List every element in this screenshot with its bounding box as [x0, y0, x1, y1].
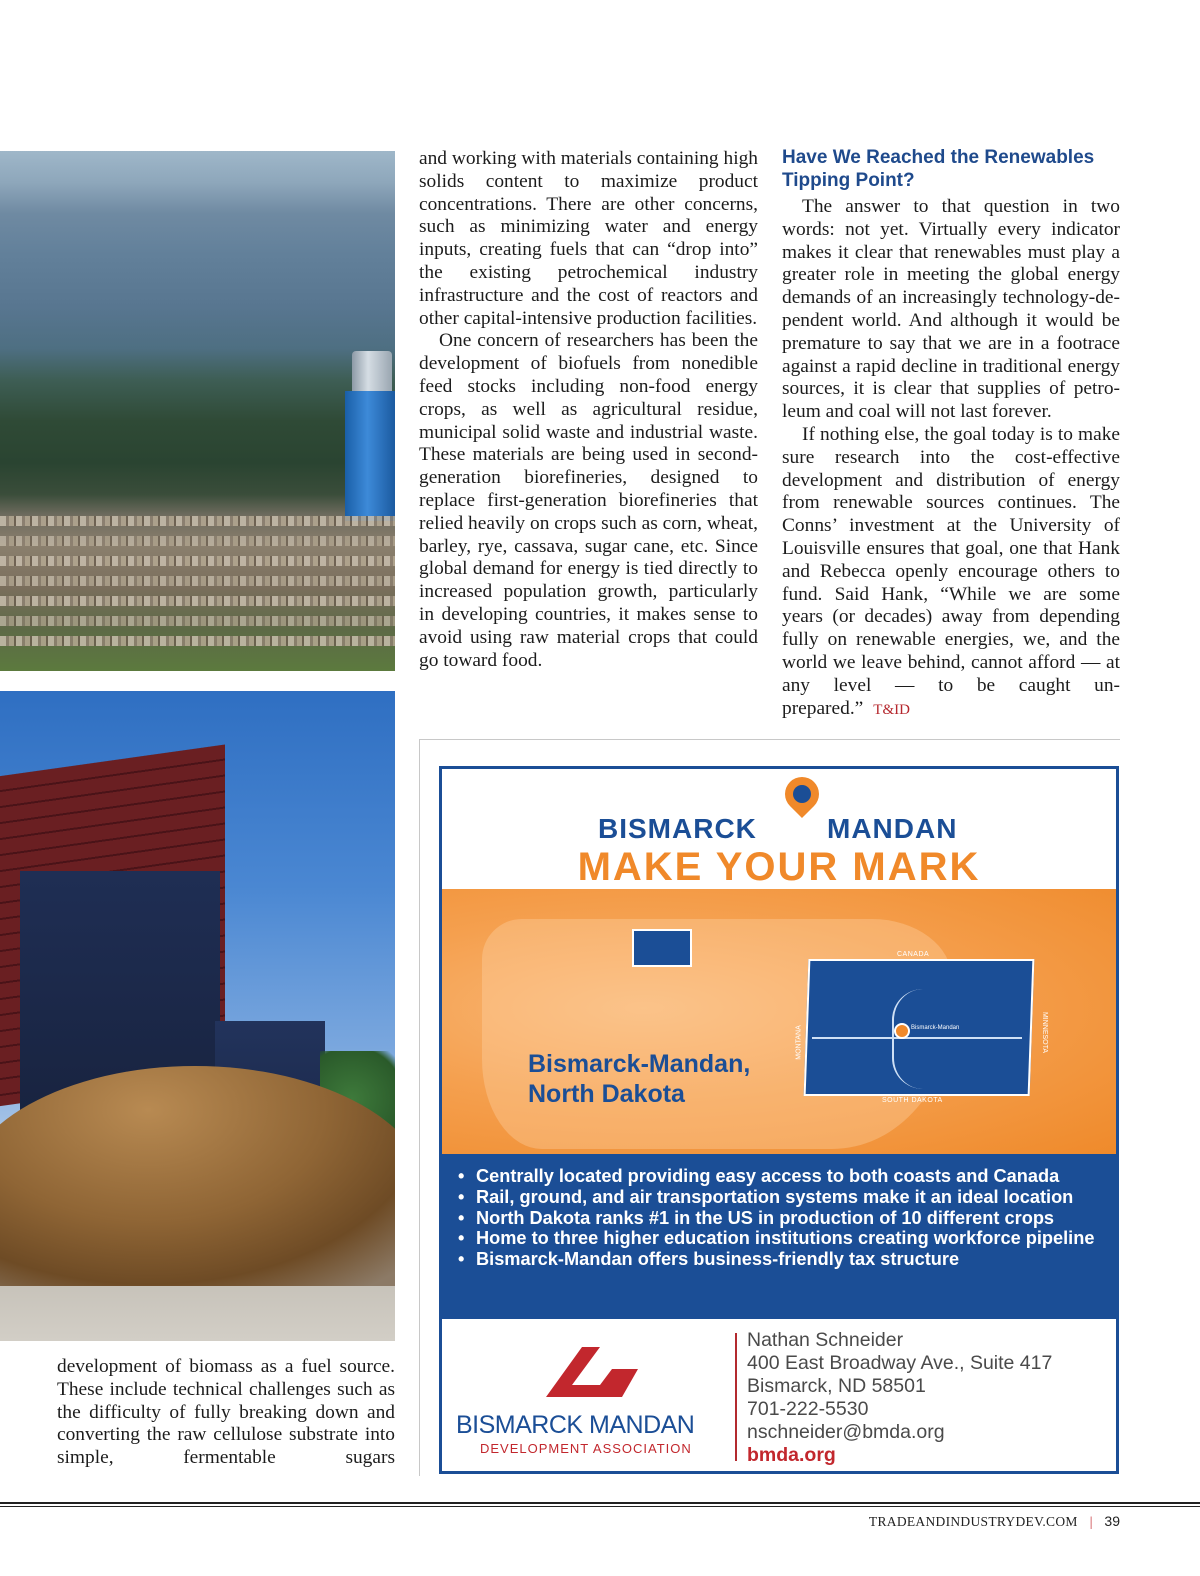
map-label-canada: CANADA [897, 951, 930, 958]
article-column-right [782, 196, 1120, 721]
map-label-montana: MONTANA [795, 1025, 803, 1060]
page-footer [860, 1513, 1120, 1530]
city-pin-icon [894, 1023, 910, 1039]
north-dakota-small-map-icon [632, 929, 692, 967]
ad-bullet-item: • Rail, ground, and air transportation systems make it an ideal location [476, 1187, 1106, 1208]
contact-divider [735, 1333, 737, 1461]
ad-bullet-item: • North Dakota ranks #1 in the US in production of 10 different crops [476, 1208, 1106, 1229]
ad-contact-panel [442, 1319, 1116, 1471]
river-line [892, 989, 954, 1089]
article-paragraph: and working with materials containing high solids content to maximize product concentrations. There are other concerns, such as minimizing water and energy inputs, creating fuels that can “drop into” the existing petrochemical industry infrastructure and the cost of reactors and other capital-intensive production facilities. [419, 148, 758, 329]
article-column-middle [419, 148, 758, 672]
article-paragraph: If nothing else, the goal today is to make sure research into the cost-effective development and distribution of energy from renewable sources continues. The Conns’ investment at the University of Louisville ensures that goal, one that Hank and Rebecca openly encourage others to fund. Said Hank, “While we are some years (or decades) away from depending fully on renewable energies, we, and the world we leave behind, cannot afford — at any level — to be caught unprepared.” [782, 423, 1120, 719]
article-paragraph: The answer to that question in two words: not yet. Virtually every indicator makes it clear that renewables must play a greater role in meeting the global energy demands of an increasingly technology-dependent world. And although it would be premature to say that we are in a footrace against a rapid decline in traditional energy sources, it is clear that supplies of petroleum and coal will not last forever. [782, 196, 1120, 423]
ad-slogan: MAKE YOUR MARK [577, 845, 981, 889]
ad-bullet-panel [442, 1154, 1116, 1319]
contact-email-link[interactable]: nschneider@bmda.org [747, 1421, 945, 1443]
ad-city-right: MANDAN [827, 813, 958, 844]
org-name: BISMARCK MANDAN [456, 1411, 695, 1439]
contact-name: Nathan Schneider [747, 1329, 904, 1351]
map-pin-icon [778, 770, 826, 818]
ad-city-left: BISMARCK [598, 813, 757, 844]
ad-header [442, 769, 1116, 889]
contact-phone[interactable]: 701-222-5530 [747, 1398, 869, 1420]
biomass-plant-photo [0, 691, 395, 1341]
ad-bullet-list [442, 1154, 1116, 1270]
ad-place-name: Bismarck-Mandan, North Dakota [528, 1050, 751, 1108]
footer-site-link[interactable]: TRADEANDINDUSTRYDEV.COM [868, 1514, 1078, 1529]
page-number: 39 [1104, 1513, 1120, 1529]
bmda-logo-icon [542, 1339, 640, 1405]
wood-chip-pile-graphic [0, 1066, 395, 1286]
website-link[interactable]: bmda.org [747, 1444, 836, 1466]
ad-map-panel [442, 889, 1116, 1154]
end-mark: T&ID [873, 701, 910, 718]
wood-yard-photo [0, 151, 395, 671]
footer-rule [0, 1502, 1200, 1504]
section-heading: Have We Reached the Renewables Tipping Point? [782, 147, 1095, 191]
ad-bullet-item: • Bismarck-Mandan offers business-friendly tax structure [476, 1249, 1106, 1270]
ad-bullet-item: • Centrally located providing easy access to both coasts and Canada [476, 1166, 1106, 1187]
article-column-left [57, 1356, 395, 1470]
contact-block [747, 1329, 1052, 1467]
article-paragraph: development of biomass as a fuel source. These include technical challenges such as the difficulty of fully breaking down and converting the raw cellulose substrate into simple, fermentable sugars [57, 1356, 395, 1469]
blue-tank-graphic [345, 391, 395, 521]
footer-separator: | [1089, 1514, 1093, 1529]
map-city-label: Bismarck-Mandan [911, 1025, 960, 1031]
map-label-south-dakota: SOUTH DAKOTA [882, 1097, 943, 1104]
ad-bullet-item: • Home to three higher education institutions creating workforce pipeline [476, 1228, 1106, 1249]
contact-address: 400 East Broadway Ave., Suite 417 [747, 1352, 1053, 1374]
bismarck-mandan-advertisement[interactable] [439, 766, 1119, 1474]
map-label-minnesota: MINNESOTA [1041, 1011, 1049, 1054]
org-subtitle: DEVELOPMENT ASSOCIATION [480, 1441, 692, 1456]
contact-city: Bismarck, ND 58501 [747, 1375, 926, 1397]
article-paragraph: One concern of researchers has been the development of biofuels from nonedible feed stocks including non-food energy crops, as well as agricultural residue, municipal solid waste and industrial waste. These materials are being used in second-generation biorefineries, designed to replace first-generation biorefineries that relied heavily on crops such as corn, wheat, barley, rye, cassava, sugar cane, etc. Since global demand for energy is tied directly to increased population growth, particularly in developing countries, it makes sense to avoid using raw material crops that could go toward food. [419, 330, 758, 671]
footer-rule-thin [0, 1506, 1200, 1507]
